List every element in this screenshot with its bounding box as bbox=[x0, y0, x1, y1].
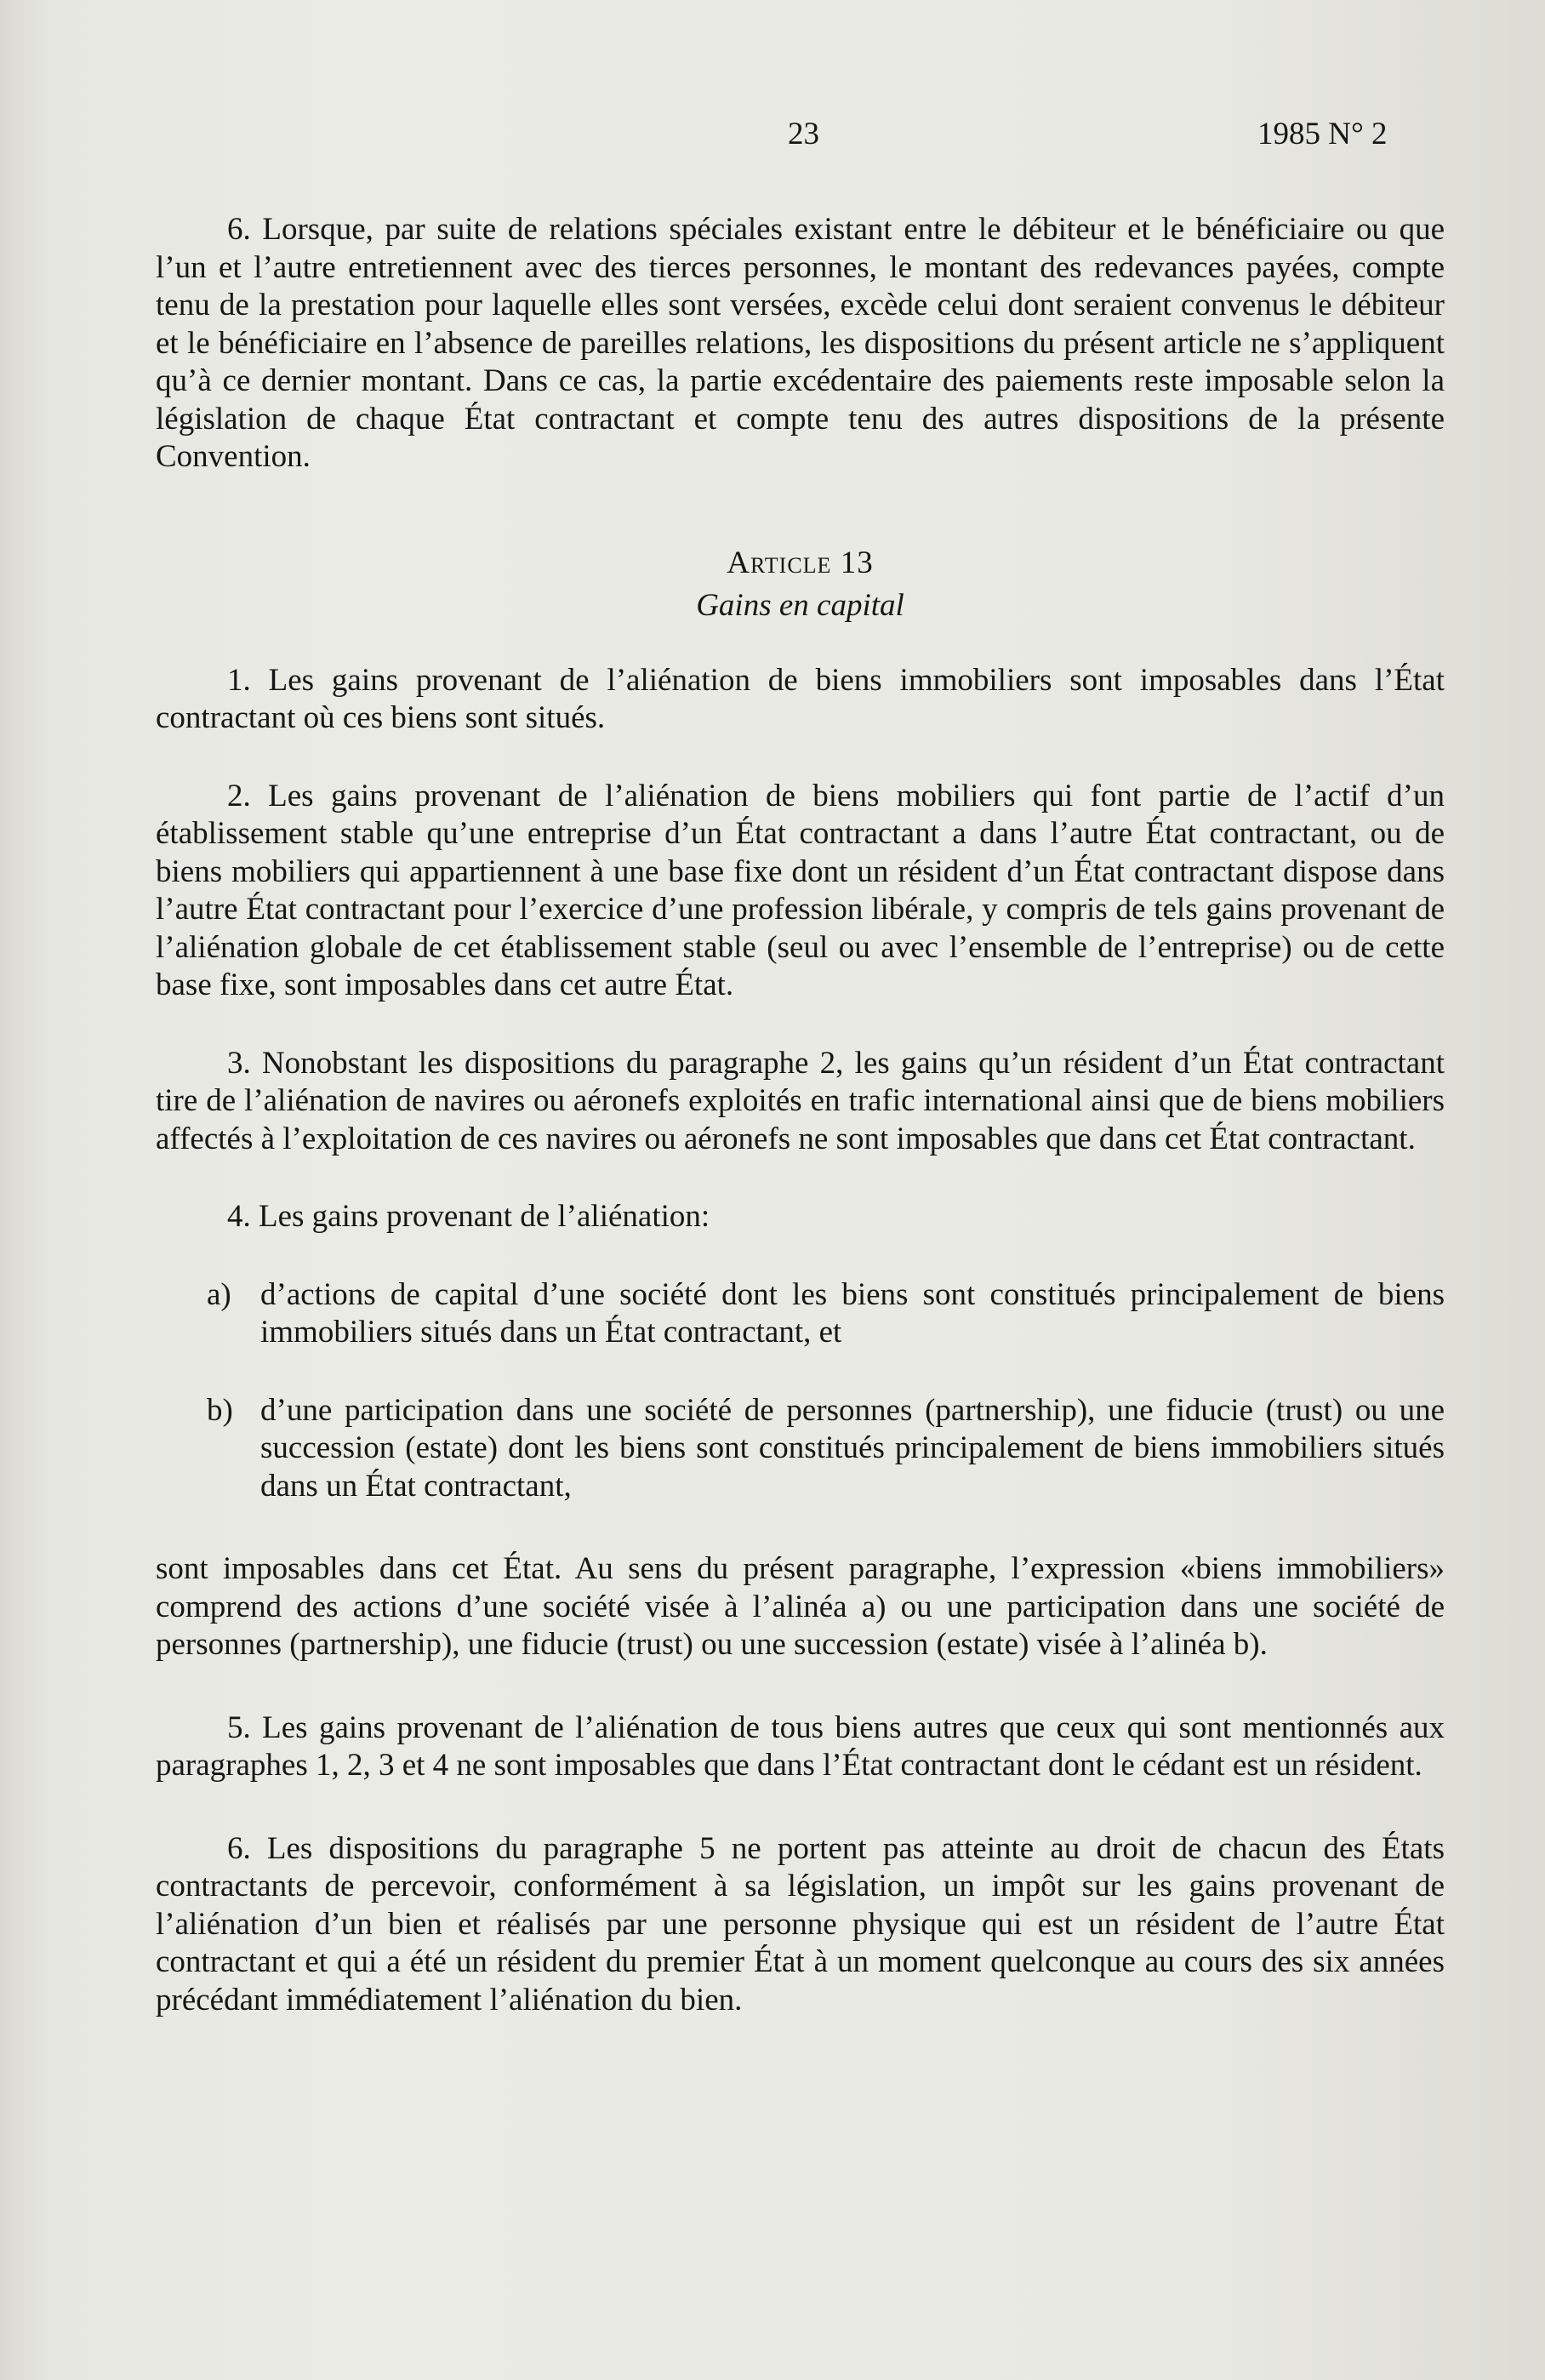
article-13-paragraph-6: 6. Les dispositions du paragraphe 5 ne portent pas atteinte au droit de chacun des États contractants de percevoir, conformément à sa législation, un impôt sur les gains provenant de l’aliénation d’un bien et réalisés par une personne physique qui est un résident de l’autre État contractant et qui a été un résident du premier État à un moment quelconque au cours des six années précédant immédiatement l’aliénation du bien. bbox=[156, 1830, 1445, 2018]
sub-item-a bbox=[207, 1276, 1445, 1352]
article-13-paragraph-2: 2. Les gains provenant de l’aliénation de biens mobiliers qui font partie de l’actif d’un établissement stable qu’une entreprise d’un État contractant a dans l’autre État contractant, ou de biens mobiliers qui appartiennent à une base fixe dont un résident d’un État contractant dispose dans l’autre État contractant pour l’exercice d’une profession libérale, y compris de tels gains provenant de l’aliénation globale de cet établissement stable (seul ou avec l’ensemble de l’entreprise) ou de cette base fixe, sont imposables dans cet autre État. bbox=[156, 778, 1445, 1002]
page-number: 23 bbox=[788, 117, 819, 151]
sub-item-text: d’actions de capital d’une société dont les biens sont constitués principalement de biens immobiliers situés dans un État contractant, et bbox=[260, 1276, 1445, 1350]
article-13-paragraph-3: 3. Nonobstant les dispositions du paragraphe 2, les gains qu’un résident d’un État contractant tire de l’aliénation de navires ou aéronefs exploités en trafic international ainsi que de biens mobiliers affectés à l’exploitation de ces navires ou aéronefs ne sont imposables que dans cet État contractant. bbox=[156, 1045, 1445, 1156]
article-13-paragraph-1: 1. Les gains provenant de l’aliénation de biens immobiliers sont imposables dans l’État contractant où ces biens sont situés. bbox=[156, 662, 1445, 735]
sub-item-letter: b) bbox=[207, 1392, 233, 1428]
sub-item-b bbox=[207, 1392, 1445, 1506]
paragraph-4-continuation: sont imposables dans cet État. Au sens du présent paragraphe, l’expression «biens immobiliers» comprend des actions d’une société visée à l’alinéa a) ou une participation dans une société de personnes (partnership), une fiducie (trust) ou une succession (estate) visée à l’alinéa b). bbox=[156, 1551, 1445, 1662]
article-13-paragraph-5: 5. Les gains provenant de l’aliénation de tous biens autres que ceux qui sont mentionnés aux paragraphes 1, 2, 3 et 4 ne sont imposables que dans l’État contractant dont le cédant est un résident. bbox=[156, 1709, 1445, 1783]
article-heading: Article 13 bbox=[727, 545, 874, 580]
article-12-paragraph-6: 6. Lorsque, par suite de relations spéciales existant entre le débiteur et le bénéficiaire ou que l’un et l’autre entretiennent avec des tierces personnes, le montant des redevances payées, compte tenu de la prestation pour laquelle elles sont versées, excède celui dont seraient convenus le débiteur et le bénéficiaire en l’absence de pareilles relations, les dispositions du présent article ne s’appliquent qu’à ce dernier montant. Dans ce cas, la partie excédentaire des paiements reste imposable selon la législation de chaque État contractant et compte tenu des autres dispositions de la présente Convention. bbox=[156, 212, 1445, 474]
document-reference: 1985 N° 2 bbox=[1257, 117, 1388, 151]
document-body bbox=[156, 211, 1445, 2019]
sub-item-letter: a) bbox=[207, 1276, 231, 1312]
sub-item-text: d’une participation dans une société de personnes (partnership), une fiducie (trust) ou une succession (estate) dont les biens sont constitués principalement de biens immobiliers situés dans un État contractant, bbox=[260, 1392, 1445, 1504]
article-13-paragraph-4: 4. Les gains provenant de l’aliénation: bbox=[227, 1199, 710, 1234]
article-subtitle: Gains en capital bbox=[696, 587, 904, 623]
page-header bbox=[0, 116, 1545, 158]
